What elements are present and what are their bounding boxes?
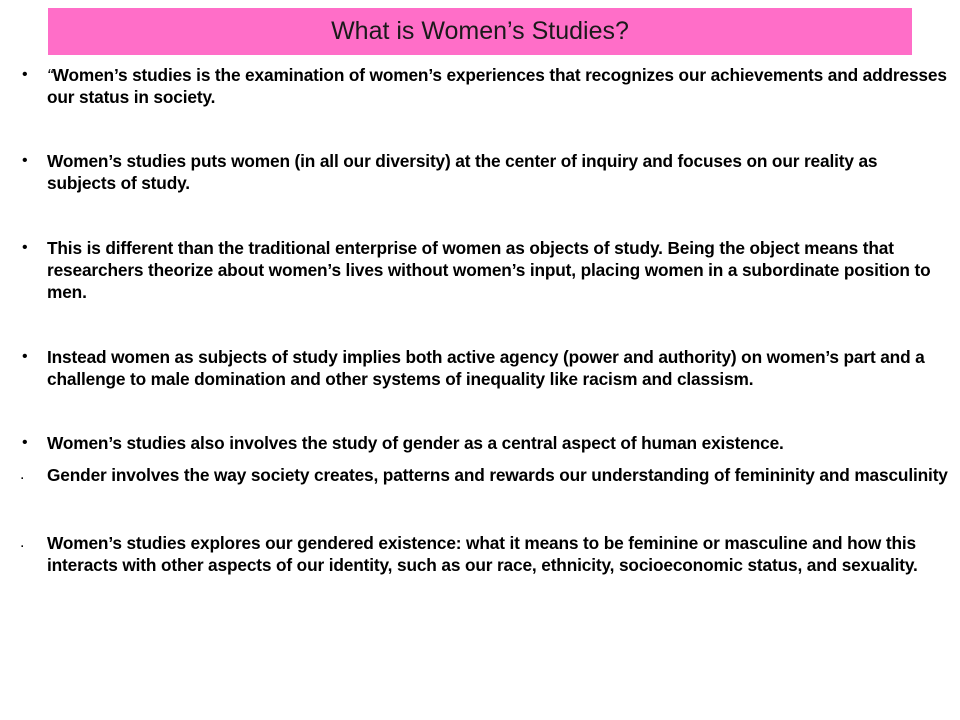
slide-title: What is Women’s Studies?: [331, 17, 629, 45]
bullet-dot-icon: •: [22, 152, 28, 169]
bullet-dot-icon: •: [22, 66, 28, 83]
period-marker-icon: .: [20, 466, 25, 483]
sub-item-gendered-existence: [20, 532, 950, 576]
bullet-text: Women’s studies also involves the study of gender as a central aspect of human existence.: [47, 433, 784, 453]
bullet-dot-icon: •: [22, 348, 28, 365]
bullet-dot-icon: •: [22, 239, 28, 256]
bullet-text: Gender involves the way society creates, patterns and rewards our understanding of femininity and masculinity: [47, 465, 948, 485]
bullet-dot-icon: •: [22, 434, 28, 451]
bullet-text: Instead women as subjects of study implies both active agency (power and authority) on women’s part and a challenge to male domination and other systems of inequality like racism and classism.: [47, 347, 925, 389]
bullet-text: Women’s studies explores our gendered existence: what it means to be feminine or masculine and how this interacts with other aspects of our identity, such as our race, ethnicity, socioeconomic status, and sexuality.: [47, 533, 918, 575]
bullet-item-subjects-of-study: [20, 346, 950, 390]
bullet-item-definition: [20, 64, 950, 108]
title-bar: [48, 8, 912, 55]
bullet-text: Women’s studies puts women (in all our diversity) at the center of inquiry and focuses on our reality as subjects of study.: [47, 151, 878, 193]
bullet-item-gender-study: [20, 432, 950, 454]
bullet-item-objects-of-study: [20, 237, 950, 303]
sub-item-gender-definition: [20, 464, 950, 486]
opening-quote-mark: “: [47, 65, 53, 85]
bullet-text: Women’s studies is the examination of women’s experiences that recognizes our achievements and addresses our status in society.: [47, 65, 947, 107]
period-marker-icon: .: [20, 534, 25, 551]
slide-body: [20, 64, 950, 576]
bullet-text: This is different than the traditional enterprise of women as objects of study. Being the object means that researchers theorize about women’s lives without women’s input, placing women in a subordinate position to men.: [47, 238, 931, 302]
bullet-item-center-of-inquiry: [20, 150, 950, 194]
